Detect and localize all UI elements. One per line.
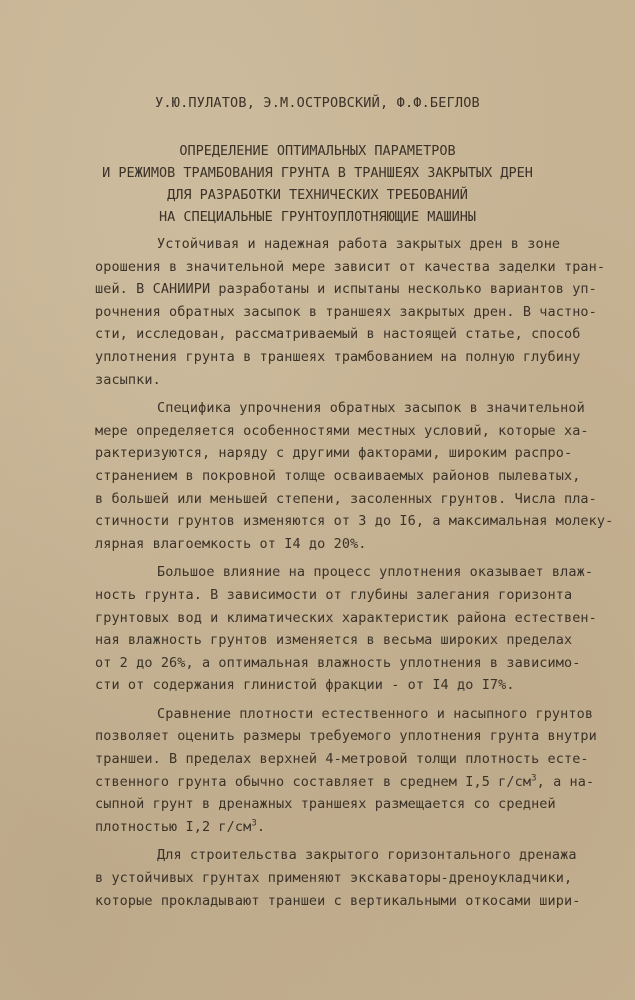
text-span: . <box>256 818 266 835</box>
text-line: Большое влияние на процесс уплотнения оказывает влаж- <box>157 564 594 581</box>
text-line: позволяет оценить размеры требуемого уплотнения грунта внутри <box>95 728 597 745</box>
paragraph-1 <box>95 233 605 391</box>
text-line: в большей или меньшей степени, засоленных грунтов. Числа пла- <box>95 490 597 507</box>
text-line: рактеризуются, наряду с другими факторами, широким распро- <box>95 445 573 462</box>
paragraph-3 <box>95 561 605 697</box>
text-line: странением в покровной толще осваиваемых районов пылеватых, <box>95 467 581 484</box>
text-line: орошения в значительной мере зависит от качества заделки тран- <box>95 258 606 275</box>
body-text <box>95 233 614 912</box>
text-line: траншеи. В пределах верхней 4-метровой толщи плотность есте- <box>95 751 589 768</box>
text-line: которые прокладывают траншеи с вертикальными откосами шири- <box>95 892 581 909</box>
superscript: 3 <box>251 818 257 829</box>
title-line: ОПРЕДЕЛЕНИЕ ОПТИМАЛЬНЫХ ПАРАМЕТРОВ <box>179 143 456 159</box>
text-line: стичности грунтов изменяются от 3 до I6, а максимальная молеку- <box>95 513 614 530</box>
text-line: лярная влагоемкость от I4 до 20%. <box>95 535 367 552</box>
paragraph-5 <box>95 844 605 912</box>
text-line: Для строительства закрытого горизонтального дренажа <box>157 847 577 864</box>
title-line: НА СПЕЦИАЛЬНЫЕ ГРУНТОУПЛОТНЯЮЩИЕ МАШИНЫ <box>159 209 476 225</box>
text-span: плотностью I,2 г/см <box>95 818 252 835</box>
paragraph-2 <box>95 397 614 555</box>
paragraph-4 <box>95 703 605 839</box>
title-line: ДЛЯ РАЗРАБОТКИ ТЕХНИЧЕСКИХ ТРЕБОВАНИЙ <box>167 187 468 203</box>
title-line: И РЕЖИМОВ ТРАМБОВАНИЯ ГРУНТА В ТРАНШЕЯХ ЗАКРЫТЫХ ДРЕН <box>102 165 533 181</box>
text-line: сыпной грунт в дренажных траншеях размещается со средней <box>95 796 556 813</box>
text-span: , а на- <box>536 773 595 790</box>
text-line: шей. В САНИИРИ разработаны и испытаны несколько вариантов уп- <box>95 281 597 298</box>
text-span: ственного грунта обычно составляет в среднем I,5 г/см <box>95 773 532 790</box>
text-line: Устойчивая и надежная работа закрытых дрен в зоне <box>157 236 561 252</box>
text-line <box>95 816 605 839</box>
text-line: сти, исследован, рассматриваемый в настоящей статье, способ <box>95 326 581 343</box>
text-line: сти от содержания глинистой фракции - от I4 до I7%. <box>95 677 515 694</box>
text-line: ная влажность грунтов изменяется в весьма широких пределах <box>95 632 573 649</box>
text-line: Специфика упрочнения обратных засыпок в значительной <box>157 400 585 417</box>
text-line: грунтовых вод и климатических характеристик района естествен- <box>95 609 597 626</box>
article-title <box>0 140 635 228</box>
superscript: 3 <box>531 773 537 784</box>
text-line: Сравнение плотности естественного и насыпного грунтов <box>157 705 594 722</box>
text-line: засыпки. <box>95 371 161 388</box>
text-line: ность грунта. В зависимости от глубины залегания горизонта <box>95 586 573 603</box>
text-line: в устойчивых грунтах применяют экскаваторы-дреноукладчики, <box>95 870 573 887</box>
text-line: мере определяется особенностями местных условий, которые ха- <box>95 422 589 439</box>
authors-line: У.Ю.ПУЛАТОВ, Э.М.ОСТРОВСКИЙ, Ф.Ф.БЕГЛОВ <box>155 95 480 111</box>
text-line: рочнения обратных засыпок в траншеях закрытых дрен. В частно- <box>95 303 597 320</box>
text-line: от 2 до 26%, а оптимальная влажность уплотнения в зависимо- <box>95 654 581 671</box>
text-line: уплотнения грунта в траншеях трамбованием на полную глубину <box>95 348 581 365</box>
text-line <box>95 771 605 794</box>
